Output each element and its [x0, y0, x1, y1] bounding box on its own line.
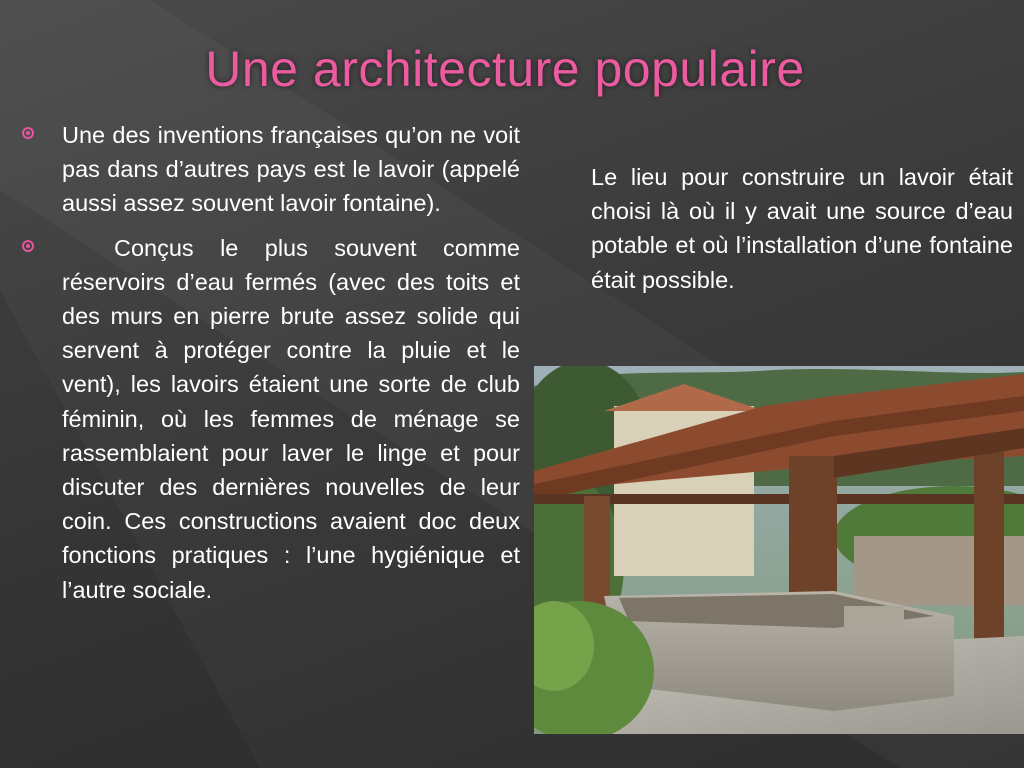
bullet-circle-icon: [22, 240, 34, 252]
bullet-list: [22, 118, 520, 617]
lavoir-photo: [534, 366, 1024, 734]
bullet-circle-icon: [22, 127, 34, 139]
slide-title: Une architecture populaire: [205, 41, 805, 97]
bullet-item: [22, 118, 520, 221]
bullet-text: Une des inventions françaises qu’on ne voit pas dans d’autres pays est le lavoir (appelé aussi assez souvent lavoir fontaine).: [62, 122, 520, 217]
bullet-text: Conçus le plus souvent comme réservoirs d’eau fermés (avec des toits et des murs en pierre brute assez solide qui servent à protéger contre la pluie et le vent), les lavoirs étaient une sorte de club féminin, où les femmes de ménage se rassemblaient pour laver le linge et pour discuter des dernières nouvelles de leur coin. Ces constructions avaient doc deux fonctions pratiques : l’une hygiénique et l’autre sociale.: [62, 234, 520, 603]
bullet-item: [22, 231, 520, 607]
side-paragraph: Le lieu pour construire un lavoir était choisi là où il y avait une source d’eau potable et où l’installation d’une fontaine était possible.: [591, 164, 1013, 293]
